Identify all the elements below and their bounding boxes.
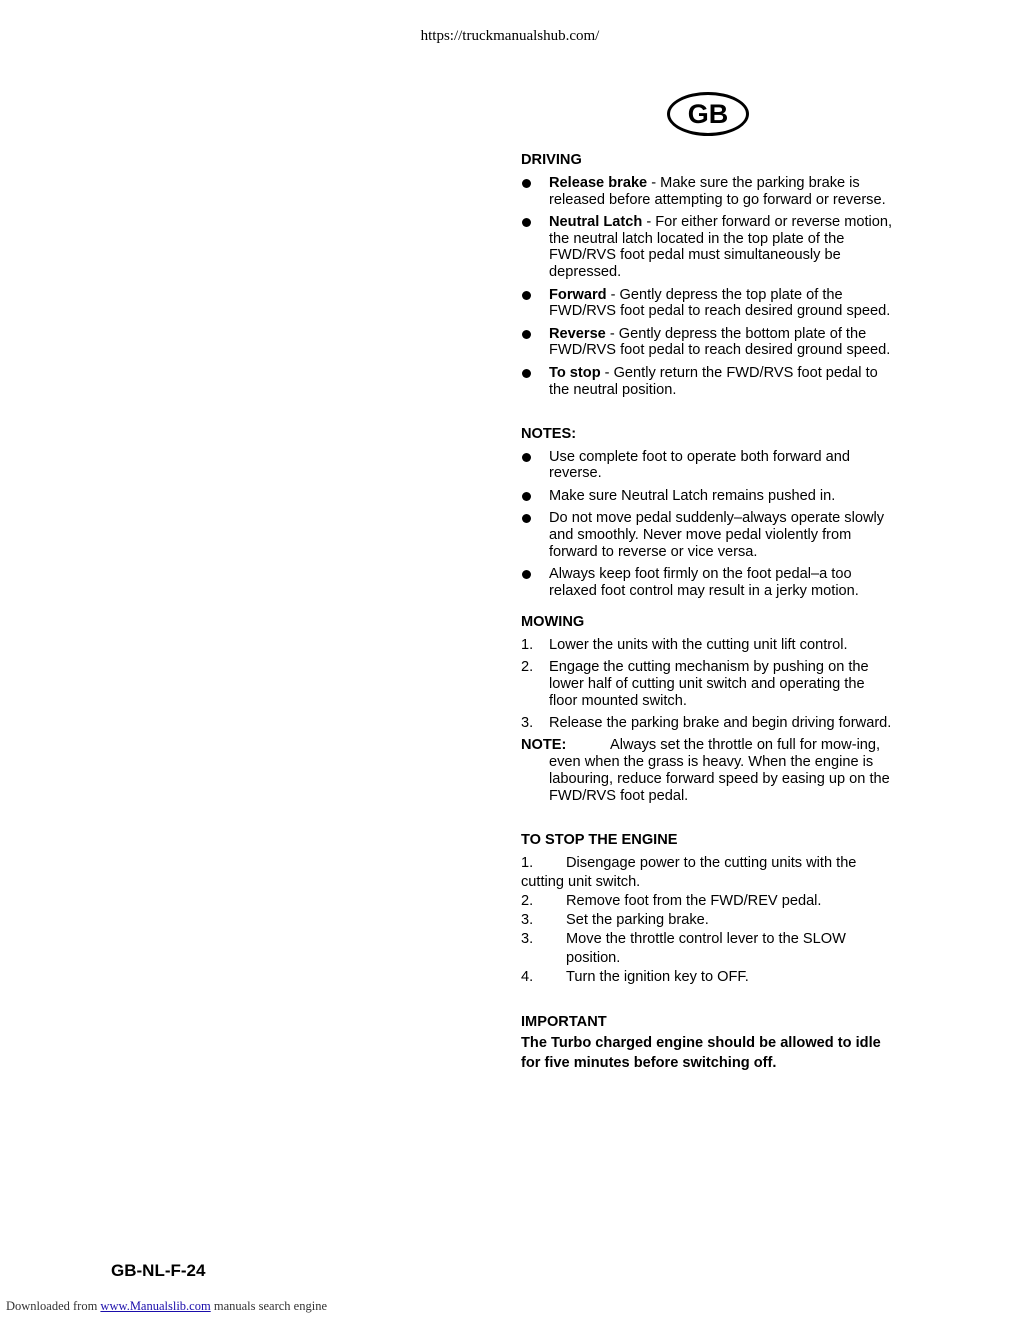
item-number: 3. xyxy=(521,912,534,929)
manualslib-link[interactable]: www.Manualslib.com xyxy=(100,1299,211,1313)
bullet-icon xyxy=(522,570,531,579)
language-badge: GB xyxy=(667,92,749,136)
item-text: Do not move pedal suddenly–always operate slowly and smoothly. Never move pedal violently from forward to reverse or vice versa. xyxy=(549,510,885,560)
list-item xyxy=(521,365,896,399)
item-number: 3. xyxy=(521,715,534,732)
notes-heading: NOTES: xyxy=(521,425,577,442)
download-suffix: manuals search engine xyxy=(210,1299,327,1313)
list-item xyxy=(521,968,896,987)
list-item xyxy=(521,214,896,281)
mowing-heading: MOWING xyxy=(521,614,585,631)
item-term: To stop xyxy=(549,364,601,381)
item-text: - For either forward or reverse motion, the neutral latch located in the top plate of the FWD/RVS foot pedal must simultaneously be depressed. xyxy=(549,213,893,281)
list-item xyxy=(521,854,896,892)
item-number: 3. xyxy=(521,931,534,948)
instructions-column xyxy=(521,152,896,1073)
download-prefix: Downloaded from xyxy=(6,1299,101,1313)
bullet-icon xyxy=(522,369,531,378)
mowing-list xyxy=(521,637,896,732)
bullet-icon xyxy=(522,218,531,227)
list-item xyxy=(521,488,896,505)
bullet-icon xyxy=(522,492,531,501)
item-text: - Gently return the FWD/RVS foot pedal to the neutral position. xyxy=(549,364,878,398)
list-item xyxy=(521,449,896,483)
bullet-icon xyxy=(522,291,531,300)
list-item xyxy=(521,715,896,732)
item-number: 2. xyxy=(521,893,534,910)
item-text: Set the parking brake. xyxy=(566,912,709,929)
item-number: 2. xyxy=(521,659,534,676)
important-text: The Turbo charged engine should be allowed to idle for five minutes before switching off. xyxy=(521,1035,881,1072)
list-item xyxy=(521,510,896,560)
list-item xyxy=(521,326,896,360)
item-text: Disengage power to the cutting units with the cutting unit switch. xyxy=(521,855,857,891)
list-item xyxy=(521,287,896,321)
item-number: 1. xyxy=(521,636,534,653)
item-text: Engage the cutting mechanism by pushing on the lower half of cutting unit switch and operating the floor mounted switch. xyxy=(549,659,869,709)
bullet-icon xyxy=(522,453,531,462)
page-code: GB-NL-F-24 xyxy=(111,1261,206,1280)
item-term: Reverse xyxy=(549,325,606,342)
item-text: Make sure Neutral Latch remains pushed in. xyxy=(549,487,836,504)
list-item xyxy=(521,892,896,911)
list-item xyxy=(521,659,896,709)
bullet-icon xyxy=(522,330,531,339)
notes-list xyxy=(521,449,896,600)
source-url: https://truckmanualshub.com/ xyxy=(420,28,600,44)
item-term: Release brake xyxy=(549,174,648,191)
list-item xyxy=(521,911,896,930)
download-credit xyxy=(6,1299,327,1314)
bullet-icon xyxy=(522,514,531,523)
mowing-note xyxy=(521,737,896,804)
item-text: - Gently depress the top plate of the FWD/RVS foot pedal to reach desired ground speed. xyxy=(549,286,891,320)
item-text: Move the throttle control lever to the SLOW position. xyxy=(566,931,846,967)
item-text: Use complete foot to operate both forward and reverse. xyxy=(549,448,850,482)
item-text: Remove foot from the FWD/REV pedal. xyxy=(566,893,822,910)
stop-engine-heading: TO STOP THE ENGINE xyxy=(521,831,678,848)
bullet-icon xyxy=(522,179,531,188)
driving-list xyxy=(521,175,896,399)
list-item xyxy=(521,175,896,209)
note-text: Always set the throttle on full for mow-ing, even when the grass is heavy. When the engine is labouring, reduce forward speed by easing up on the FWD/RVS foot pedal. xyxy=(549,737,890,804)
note-label: NOTE: xyxy=(521,737,567,754)
item-text: Turn the ignition key to OFF. xyxy=(566,969,749,986)
item-text: Release the parking brake and begin driving forward. xyxy=(549,715,892,732)
item-text: Always keep foot firmly on the foot pedal–a too relaxed foot control may result in a jerky motion. xyxy=(549,565,859,599)
list-item xyxy=(521,930,896,968)
item-number: 4. xyxy=(521,969,534,986)
driving-heading: DRIVING xyxy=(521,152,582,168)
item-number: 1. xyxy=(521,855,534,872)
important-heading: IMPORTANT xyxy=(521,1014,607,1031)
item-term: Forward xyxy=(549,286,607,303)
list-item xyxy=(521,637,896,654)
item-text: Lower the units with the cutting unit lift control. xyxy=(549,636,848,653)
stop-engine-list xyxy=(521,854,896,987)
item-term: Neutral Latch xyxy=(549,213,643,230)
item-text: - Make sure the parking brake is released before attempting to go forward or reverse. xyxy=(549,174,886,208)
list-item xyxy=(521,566,896,600)
item-text: - Gently depress the bottom plate of the FWD/RVS foot pedal to reach desired ground speed. xyxy=(549,325,891,359)
